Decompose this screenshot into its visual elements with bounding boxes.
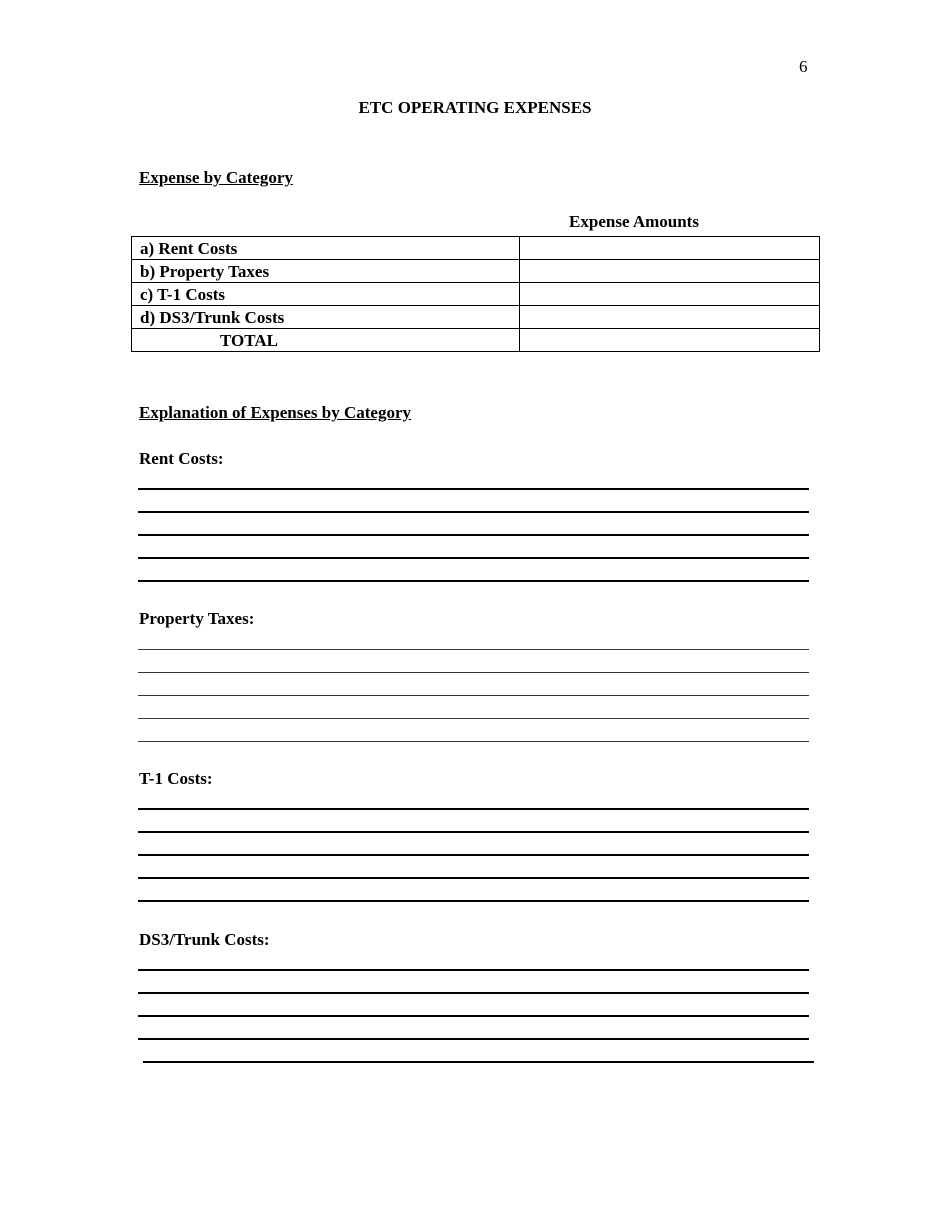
- page-number: 6: [799, 57, 808, 76]
- writing-line: [138, 672, 809, 673]
- amount-field-t1-costs[interactable]: [519, 283, 819, 306]
- rent-costs-label: Rent Costs:: [139, 449, 224, 468]
- table-row-total: [132, 329, 820, 352]
- writing-line: [138, 1038, 809, 1040]
- writing-line: [138, 741, 809, 742]
- writing-line: [138, 877, 809, 879]
- writing-line: [138, 557, 809, 559]
- row-label-property-taxes: b) Property Taxes: [132, 260, 520, 283]
- writing-line: [138, 649, 809, 650]
- writing-line: [138, 900, 809, 902]
- total-label: TOTAL: [132, 329, 520, 352]
- document-title: ETC OPERATING EXPENSES: [358, 98, 592, 117]
- explanation-heading: Explanation of Expenses by Category: [139, 403, 412, 422]
- expense-table: [131, 236, 820, 352]
- table-row: [132, 237, 820, 260]
- writing-line: [138, 580, 809, 582]
- writing-line: [143, 1061, 814, 1063]
- writing-line: [138, 488, 809, 490]
- row-label-t1-costs: c) T-1 Costs: [132, 283, 520, 306]
- amount-field-property-taxes[interactable]: [519, 260, 819, 283]
- amount-field-total[interactable]: [519, 329, 819, 352]
- table-row: [132, 283, 820, 306]
- table-row: [132, 260, 820, 283]
- writing-line: [138, 718, 809, 719]
- t1-costs-label: T-1 Costs:: [139, 769, 213, 788]
- amount-field-ds3-trunk-costs[interactable]: [519, 306, 819, 329]
- writing-line: [138, 992, 809, 994]
- property-taxes-label: Property Taxes:: [139, 609, 255, 628]
- writing-line: [138, 854, 809, 856]
- writing-line: [138, 1015, 809, 1017]
- expense-amounts-header: Expense Amounts: [569, 212, 699, 231]
- amount-field-rent-costs[interactable]: [519, 237, 819, 260]
- writing-line: [138, 831, 809, 833]
- writing-line: [138, 534, 809, 536]
- writing-line: [138, 511, 809, 513]
- writing-line: [138, 808, 809, 810]
- row-label-rent-costs: a) Rent Costs: [132, 237, 520, 260]
- expense-by-category-heading: Expense by Category: [139, 168, 293, 187]
- row-label-ds3-trunk-costs: d) DS3/Trunk Costs: [132, 306, 520, 329]
- ds3-trunk-costs-label: DS3/Trunk Costs:: [139, 930, 270, 949]
- table-row: [132, 306, 820, 329]
- writing-line: [138, 969, 809, 971]
- writing-line: [138, 695, 809, 696]
